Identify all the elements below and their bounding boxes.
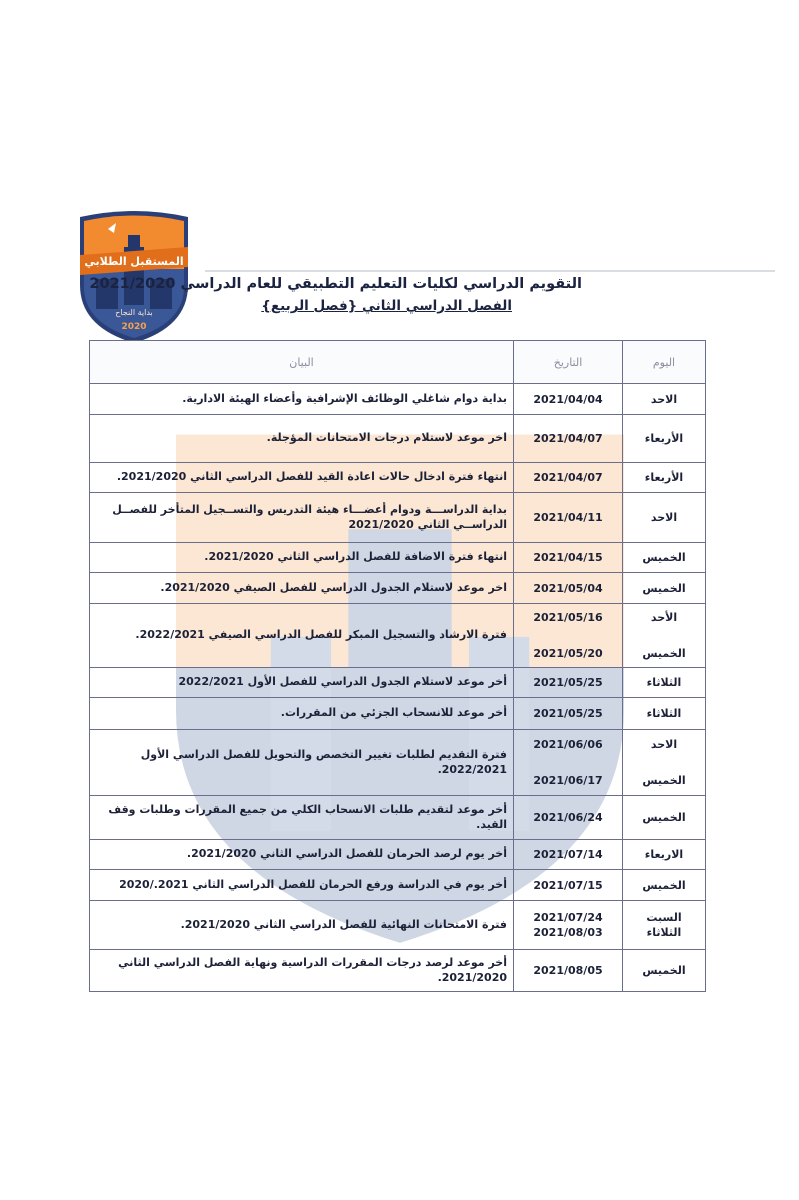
row-date-end: 2021/06/17	[533, 773, 603, 787]
row-description: فترة الارشاد والتسجيل المبكر للفصل الدراسي الصيفي 2022/2021.	[90, 604, 514, 668]
header-divider	[205, 270, 775, 272]
header-date: التاريخ	[514, 341, 623, 384]
row-description: انتهاء فترة الاضافة للفصل الدراسي الثاني 2021/2020.	[90, 543, 514, 573]
row-day-range	[623, 730, 706, 796]
row-date: 2021/04/04	[514, 384, 623, 415]
row-day-start: السبت	[646, 910, 682, 924]
row-day: الخميس	[623, 796, 706, 840]
row-day: الثلاثاء	[623, 698, 706, 730]
row-date-range	[514, 604, 623, 668]
row-date: 2021/06/24	[514, 796, 623, 840]
page-subtitle: الفصل الدراسي الثاني {فصل الربيع}	[261, 298, 512, 314]
table-row	[90, 796, 706, 840]
table-row	[90, 493, 706, 543]
svg-text:المستقبل الطلابي: المستقبل الطلابي	[84, 255, 184, 268]
row-day: الأربعاء	[623, 463, 706, 493]
row-day-end: الخميس	[642, 773, 686, 787]
row-day: الخميس	[623, 870, 706, 901]
row-date-start: 2021/05/16	[533, 611, 603, 625]
table-row	[90, 384, 706, 415]
row-day-start: الأحد	[650, 611, 678, 625]
row-date: 2021/04/15	[514, 543, 623, 573]
row-description: فترة الامتحانات النهائية للفصل الدراسي الثاني 2021/2020.	[90, 901, 514, 950]
row-day: الاربعاء	[623, 840, 706, 870]
row-day-range	[623, 901, 706, 950]
row-description: أخر يوم لرصد الحرمان للفصل الدراسي الثاني 2021/2020.	[90, 840, 514, 870]
row-day-start: الاحد	[650, 738, 678, 752]
svg-text:2020: 2020	[121, 322, 147, 332]
row-date-end: 2021/05/20	[533, 646, 603, 660]
row-date-range	[514, 730, 623, 796]
row-date-start: 2021/06/06	[533, 738, 603, 752]
row-date: 2021/05/04	[514, 573, 623, 604]
table-row	[90, 463, 706, 493]
row-description: انتهاء فترة ادخال حالات اعادة القيد للفصل الدراسي الثاني 2021/2020.	[90, 463, 514, 493]
row-day: الثلاثاء	[623, 668, 706, 698]
row-day: الاحد	[623, 493, 706, 543]
page-title: التقويم الدراسي لكليات التعليم التطبيقي للعام الدراسي 2021/2020	[89, 276, 582, 292]
row-day-end: الثلاثاء	[646, 926, 682, 939]
table-row	[90, 668, 706, 698]
header-description: البيان	[90, 341, 514, 384]
row-date-start: 2021/07/24	[533, 910, 603, 924]
row-date: 2021/04/07	[514, 463, 623, 493]
row-description: بداية دوام شاغلي الوظائف الإشرافية وأعضاء الهيئة الادارية.	[90, 384, 514, 415]
row-day: الخميس	[623, 543, 706, 573]
row-day-end: الخميس	[642, 646, 686, 660]
row-day: الخميس	[623, 950, 706, 992]
table-header-row	[90, 341, 706, 384]
svg-text:بداية النجاح: بداية النجاح	[115, 308, 153, 317]
row-day-range	[623, 604, 706, 668]
table-row	[90, 840, 706, 870]
row-description: بداية الدراســـة ودوام أعضـــاء هيئة التدريس والتســجيل المتأخر للفصــل الدراســي الثاني 2021/2020	[90, 493, 514, 543]
row-date: 2021/07/14	[514, 840, 623, 870]
table-row	[90, 870, 706, 901]
row-description: أخر يوم في الدراسة ورفع الحرمان للفصل الدراسي الثاني 2021./2020	[90, 870, 514, 901]
header-day: اليوم	[623, 341, 706, 384]
row-description: اخر موعد لاستلام درجات الامتحانات المؤجلة.	[90, 415, 514, 463]
table-row	[90, 415, 706, 463]
table-row	[90, 573, 706, 604]
row-day: الاحد	[623, 384, 706, 415]
table-row	[90, 730, 706, 796]
table-row	[90, 604, 706, 668]
row-date: 2021/04/07	[514, 415, 623, 463]
table-row	[90, 543, 706, 573]
row-description: أخر موعد لتقديم طلبات الانسحاب الكلي من جميع المقررات وطلبات وقف القيد.	[90, 796, 514, 840]
row-description: اخر موعد لاستلام الجدول الدراسي للفصل الصيفي 2021/2020.	[90, 573, 514, 604]
row-date-end: 2021/08/03	[533, 926, 603, 939]
table-row	[90, 950, 706, 992]
table-row	[90, 901, 706, 950]
row-date: 2021/05/25	[514, 698, 623, 730]
row-day: الخميس	[623, 573, 706, 604]
row-description: أخر موعد للانسحاب الجزئي من المقررات.	[90, 698, 514, 730]
row-description: أخر موعد لرصد درجات المقررات الدراسية ونهاية الفصل الدراسي الثاني 2021/2020.	[90, 950, 514, 992]
academic-calendar-table	[89, 340, 706, 992]
row-description: فترة التقديم لطلبات تغيير التخصص والتحويل للفصل الدراسي الأول 2022/2021.	[90, 730, 514, 796]
row-date-range	[514, 901, 623, 950]
table-row	[90, 698, 706, 730]
row-date: 2021/05/25	[514, 668, 623, 698]
row-date: 2021/08/05	[514, 950, 623, 992]
row-date: 2021/07/15	[514, 870, 623, 901]
row-date: 2021/04/11	[514, 493, 623, 543]
row-description: أخر موعد لاستلام الجدول الدراسي للفصل الأول 2022/2021	[90, 668, 514, 698]
row-day: الأربعاء	[623, 415, 706, 463]
